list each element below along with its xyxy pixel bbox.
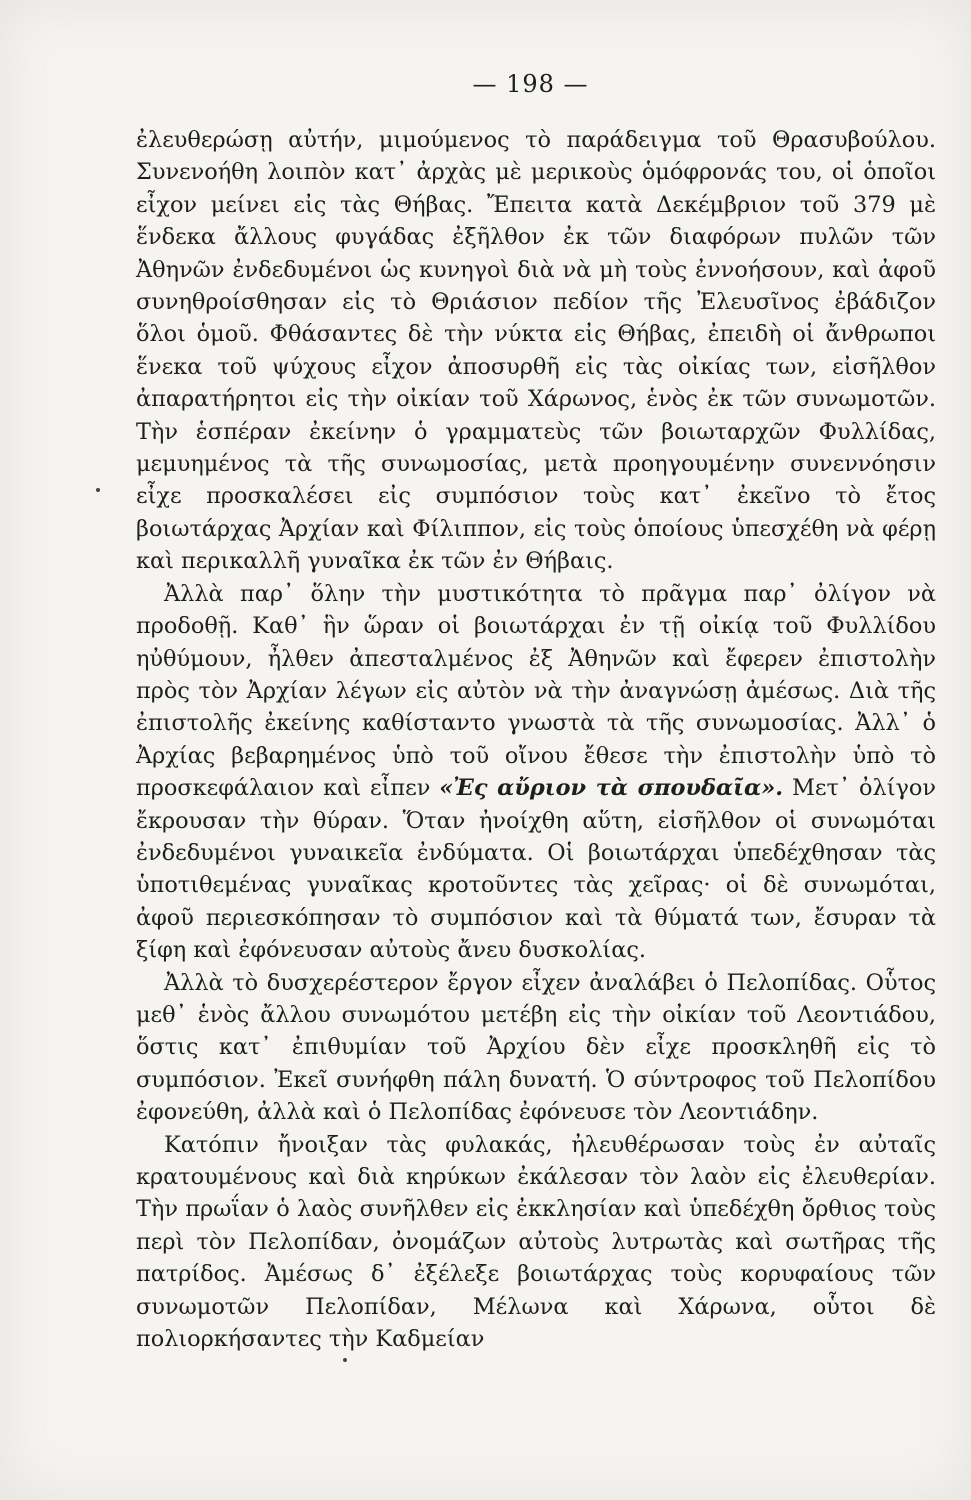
paragraph-text: Ἀλλὰ παρ᾽ ὅλην τὴν μυστικότητα τὸ πρᾶγμα παρ᾽ ὀλίγον νὰ προδοθῇ. Καθ᾽ ἣν ὥραν οἱ βοιωτάρχαι ἐν τῇ οἰκίᾳ τοῦ Φυλλίδου ηὐθύμουν, ἦλθεν ἀπεσταλμένος ἐξ Ἀθηνῶν καὶ ἔφερεν ἐπιστολὴν πρὸς τὸν Ἀρχίαν λέγων εἰς αὐτὸν νὰ τὴν ἀναγνώσῃ ἀμέσως. Διὰ τῆς ἐπιστολῆς ἐκείνης καθίσταντο γνωστὰ τὰ τῆς συνωμοσίας. Ἀλλ᾽ ὁ Ἀρχίας βεβαρημένος ὑπὸ τοῦ οἴνου ἔθεσε τὴν ἐπιστολὴν ὑπὸ τὸ προσκεφάλαιον καὶ εἶπεν [136,580,936,802]
emphasized-quote: «Ἐς αὔριον τὰ σπουδαῖα». [439,775,784,802]
paragraph [136,578,936,967]
paragraph-text: Κατόπιν ἤνοιξαν τὰς φυλακάς, ἠλευθέρωσαν τοὺς ἐν αὐταῖς κρατουμένους καὶ διὰ κηρύκων ἐκάλεσαν τὸν λαὸν εἰς ἐλευθερίαν. Τὴν πρωΐαν ὁ λαὸς συνῆλθεν εἰς ἐκκλησίαν καὶ ὑπεδέχθη ὄρθιος τοὺς περὶ τὸν Πελοπίδαν, ὀνομάζων αὐτοὺς λυτρωτὰς καὶ σωτῆρας τῆς πατρίδος. Ἀμέσως δ᾽ ἐξέλεξε βοιωτάρχας τοὺς κορυφαίους τῶν συνωμοτῶν Πελοπίδαν, Μέλωνα καὶ Χάρωνα, οὗτοι δὲ πολιορκήσαντες τὴν Καδμείαν [136,1131,936,1353]
paragraph-text: ἐλευθερώσῃ αὐτήν, μιμούμενος τὸ παράδειγμα τοῦ Θρασυβούλου. Συνενοήθη λοιπὸν κατ᾽ ἀρχὰς μὲ μερικοὺς ὁμόφρονάς του, οἱ ὁποῖοι εἶχον μείνει εἰς τὰς Θήβας. Ἔπειτα κατὰ Δεκέμβριον τοῦ 379 μὲ ἕνδεκα ἄλλους φυγάδας ἐξῆλθον ἐκ τῶν διαφόρων πυλῶν τῶν Ἀθηνῶν ἐνδεδυμένοι ὡς κυνηγοὶ διὰ νὰ μὴ τοὺς ἐννοήσουν, καὶ ἀφοῦ συνηθροίσθησαν εἰς τὸ Θριάσιον πεδίον τῆς Ἐλευσῖνος ἐβάδιζον ὅλοι ὁμοῦ. Φθάσαντες δὲ τὴν νύκτα εἰς Θήβας, ἐπειδὴ οἱ ἄνθρωποι ἕνεκα τοῦ ψύχους εἶχον ἀποσυρθῆ εἰς τὰς οἰκίας των, εἰσῆλθον ἀπαρατήρητοι εἰς τὴν οἰκίαν τοῦ Χάρωνος, ἑνὸς ἐκ τῶν συνωμοτῶν. Τὴν ἑσπέραν ἐκείνην ὁ γραμματεὺς τῶν βοιωταρχῶν Φυλλίδας, μεμυημένος τὰ τῆς συνωμοσίας, μετὰ προηγουμένην συνεννόησιν εἶχε προσκαλέσει εἰς συμπόσιον τοὺς κατ᾽ ἐκεῖνο τὸ ἔτος βοιωτάρχας Ἀρχίαν καὶ Φίλιππον, εἰς τοὺς ὁποίους ὑπεσχέθη νὰ φέρῃ καὶ περικαλλῆ γυναῖκα ἐκ τῶν ἐν Θήβαις. [136,127,936,575]
paragraph-text: Μετ᾽ ὀλίγον ἔκρουσαν τὴν θύραν. Ὅταν ἠνοίχθη αὕτη, εἰσῆλθον οἱ συνωμόται ἐνδεδυμένοι γυναικεῖα ἐνδύματα. Οἱ βοιωτάρχαι ὑπεδέχθησαν τὰς ὑποτιθεμένας γυναῖκας κροτοῦντες τὰς χεῖρας· οἱ δὲ συνωμόται, ἀφοῦ περιεσκόπησαν τὸ συμπόσιον καὶ τὰ θύματά των, ἔσυραν τὰ ξίφη καὶ ἐφόνευσαν αὐτοὺς ἄνευ δυσκολίας. [136,775,936,964]
margin-speck [96,488,100,492]
paragraph-text: Ἀλλὰ τὸ δυσχερέστερον ἔργον εἶχεν ἀναλάβει ὁ Πελοπίδας. Οὗτος μεθ᾽ ἑνὸς ἄλλου συνωμότου μετέβη εἰς τὴν οἰκίαν τοῦ Λεοντιάδου, ὅστις κατ᾽ ἐπιθυμίαν τοῦ Ἀρχίου δὲν εἶχε προσκληθῆ εἰς τὸ συμπόσιον. Ἐκεῖ συνήφθη πάλη δυνατή. Ὁ σύντροφος τοῦ Πελοπίδου ἐφονεύθη, ἀλλὰ καὶ ὁ Πελοπίδας ἐφόνευσε τὸν Λεοντιάδην. [136,969,936,1126]
body-text [136,124,936,1355]
paragraph [136,1129,936,1356]
paragraph [136,124,936,578]
page-number: — 198 — [472,70,589,98]
margin-speck [343,1358,347,1362]
paragraph [136,967,936,1129]
